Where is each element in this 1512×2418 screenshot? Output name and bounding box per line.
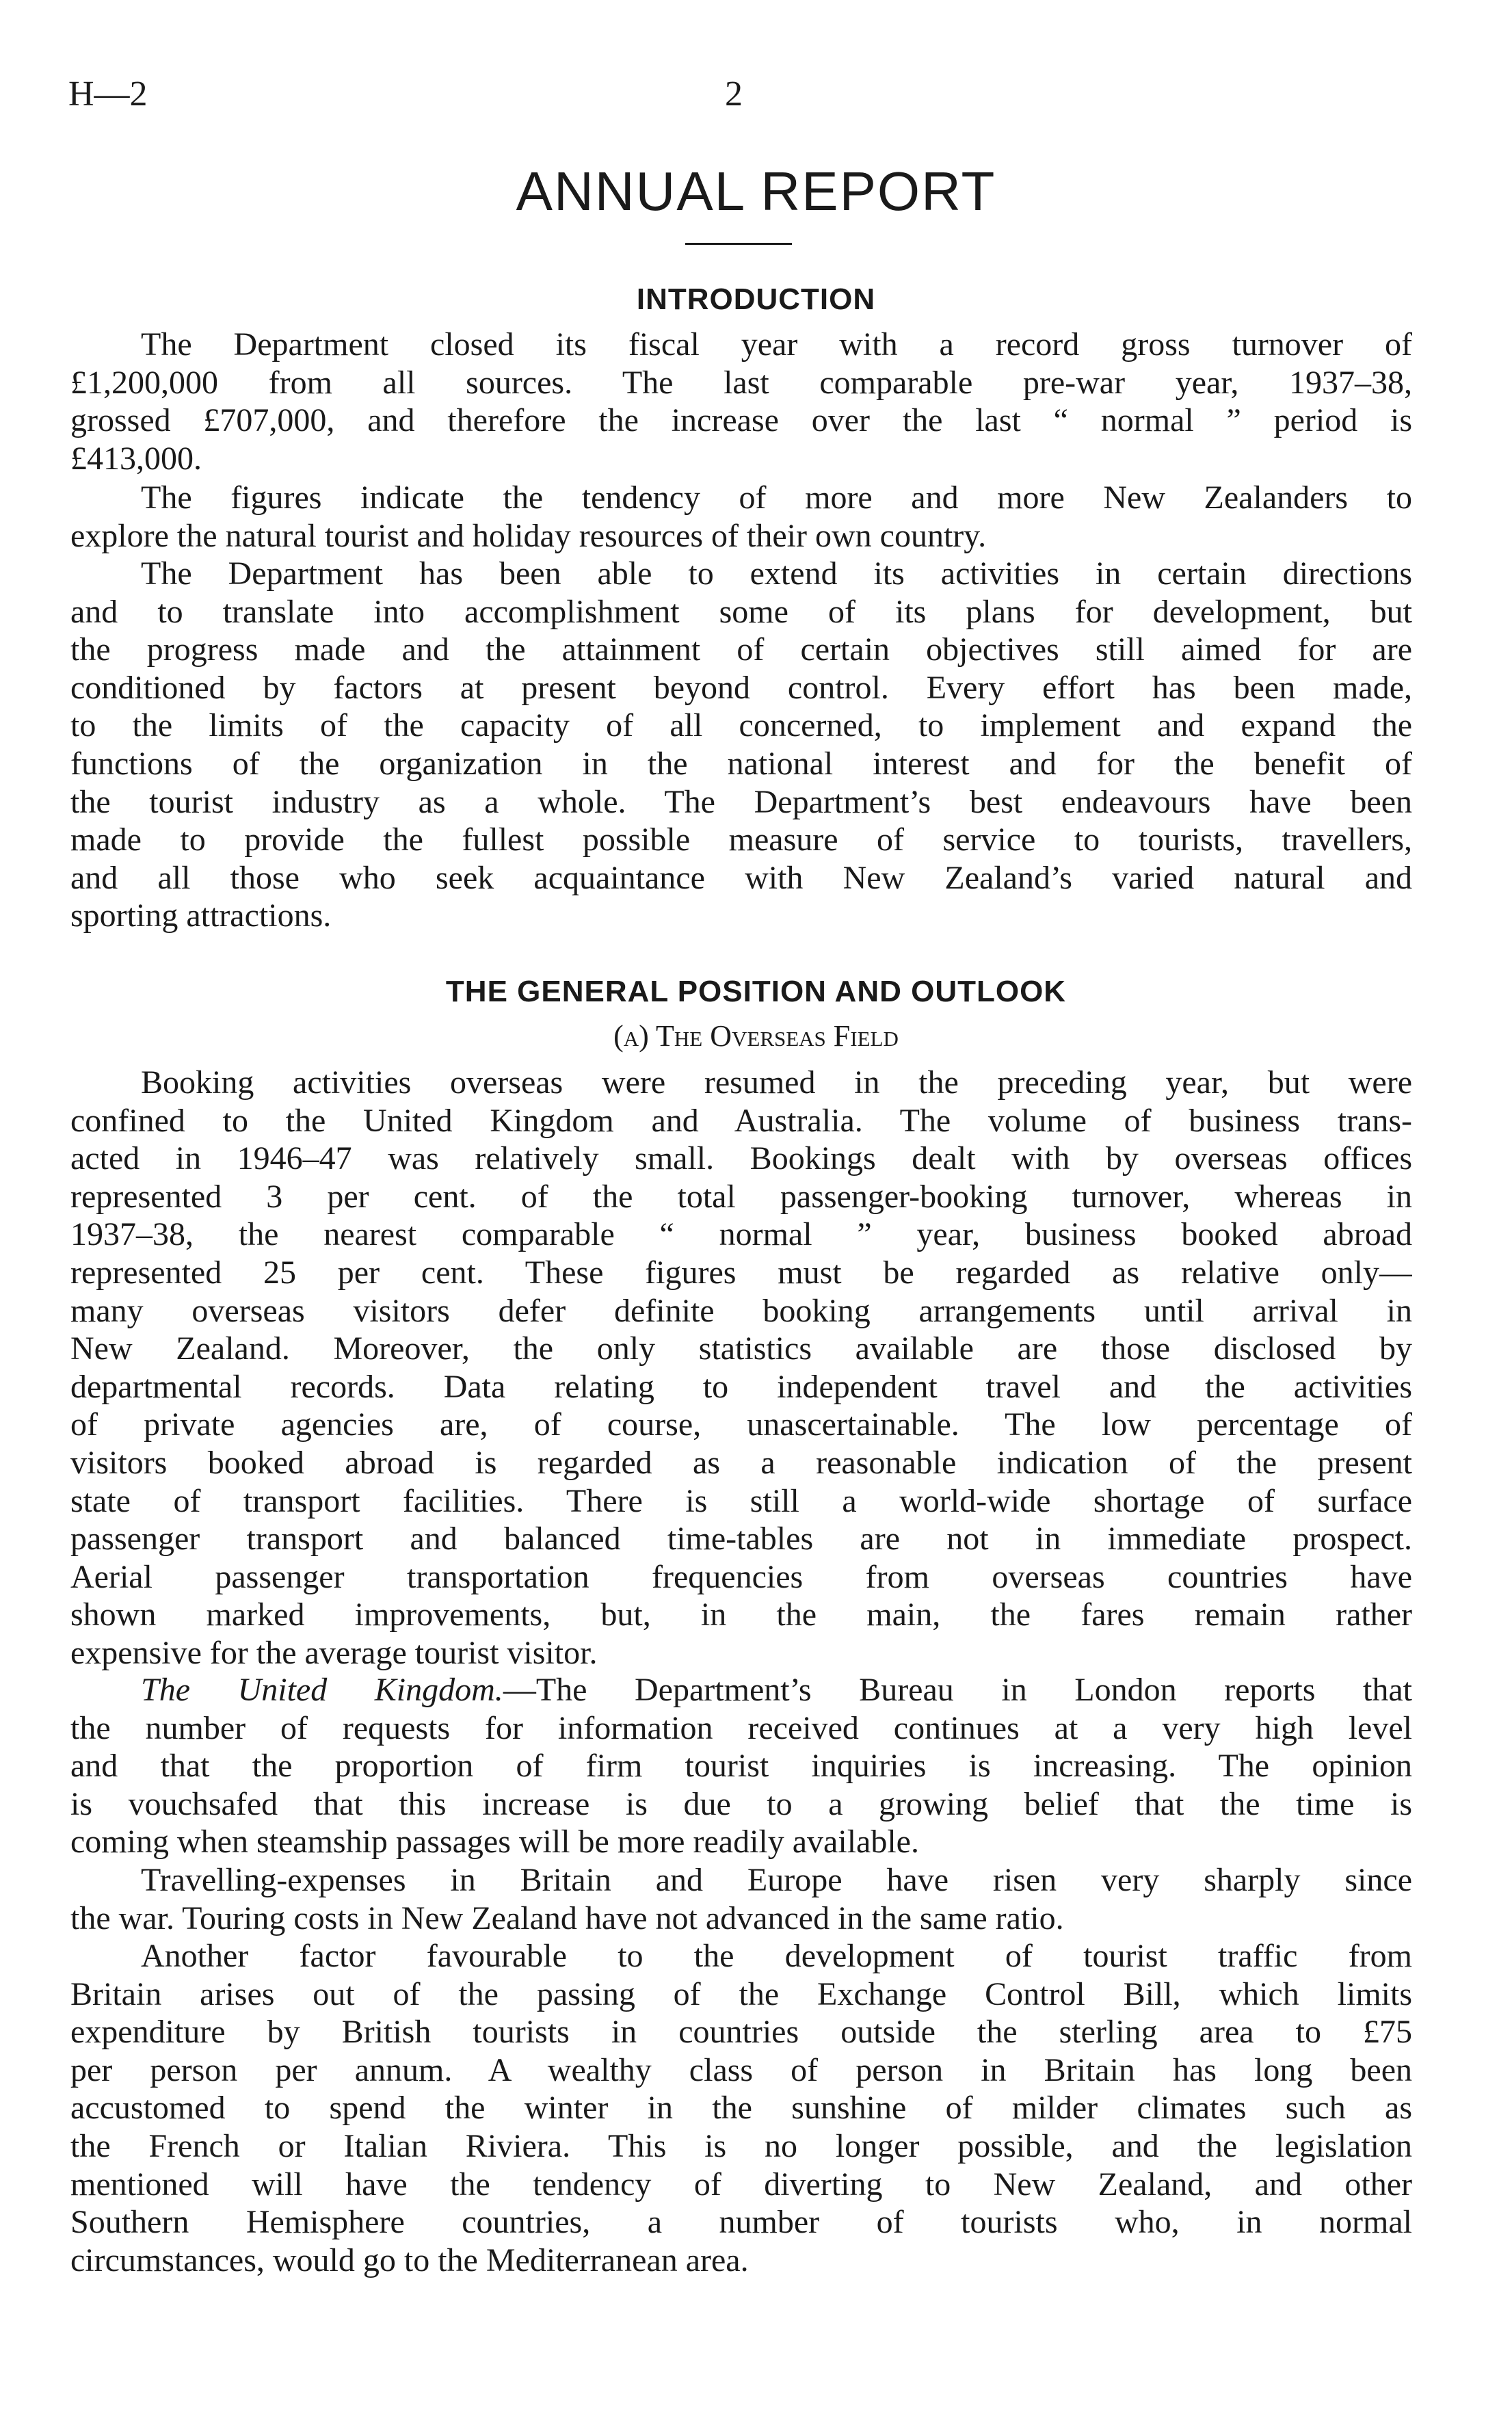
text-line: 1937–38, the nearest comparable “ normal ” year, business booked abroad (70, 1216, 1412, 1253)
text-line: passenger transport and balanced time-tables are not in immediate prospect. (70, 1521, 1412, 1558)
document-reference: H—2 (68, 75, 148, 114)
united-kingdom-paragraph (70, 1671, 1412, 1861)
text-line: represented 3 per cent. of the total passenger-booking turnover, whereas in (70, 1178, 1412, 1215)
overseas-field-subheading: (a) The Overseas Field (613, 1019, 899, 1053)
text-line: The Department has been able to extend its activities in certain directions (141, 555, 1412, 592)
text-line: the tourist industry as a whole. The Department’s best endeavours have been (70, 783, 1412, 820)
text-line: functions of the organization in the national interest and for the benefit of (70, 745, 1412, 782)
title-divider (685, 243, 792, 245)
text-line: to the limits of the capacity of all concerned, to implement and expand the (70, 707, 1412, 744)
text-line: circumstances, would go to the Mediterranean area. (70, 2242, 749, 2278)
text-line: visitors booked abroad is regarded as a reasonable indication of the present (70, 1444, 1412, 1481)
text-line: the war. Touring costs in New Zealand have not advanced in the same ratio. (70, 1900, 1064, 1936)
text-line: expensive for the average tourist visitor. (70, 1634, 598, 1671)
text-line: Aerial passenger transportation frequencies from overseas countries have (70, 1558, 1412, 1595)
text-line: and to translate into accomplishment some of its plans for development, but (70, 593, 1412, 630)
text-line: conditioned by factors at present beyond control. Every effort has been made, (70, 669, 1412, 706)
text-line: Booking activities overseas were resumed in the preceding year, but were (141, 1064, 1412, 1101)
general-position-heading: THE GENERAL POSITION AND OUTLOOK (445, 975, 1067, 1008)
text-line: shown marked improvements, but, in the main, the fares remain rather (70, 1596, 1412, 1633)
text-line: the number of requests for information received continues at a very high level (70, 1709, 1412, 1746)
text-line: explore the natural tourist and holiday resources of their own country. (70, 517, 987, 554)
overseas-paragraph-1 (70, 1064, 1412, 1672)
text-line: The figures indicate the tendency of more and more New Zealanders to (141, 479, 1412, 516)
travelling-expenses-paragraph (70, 1861, 1412, 1937)
text-line: The Department closed its fiscal year with a record gross turnover of (141, 326, 1412, 363)
text-line: expenditure by British tourists in countries outside the sterling area to £75 (70, 2014, 1412, 2051)
text-line: the progress made and the attainment of certain objectives still aimed for are (70, 631, 1412, 668)
text-line: state of transport facilities. There is still a world-wide shortage of surface (70, 1482, 1412, 1519)
text-line: Another factor favourable to the development of tourist traffic from (141, 1938, 1412, 1974)
text-line: mentioned will have the tendency of diverting to New Zealand, and other (70, 2166, 1412, 2203)
text-span: —The Department’s Bureau in London reports that (503, 1672, 1412, 1708)
text-line (70, 1671, 1412, 1709)
text-line: confined to the United Kingdom and Australia. The volume of business trans- (70, 1102, 1412, 1139)
text-line: departmental records. Data relating to independent travel and the activities (70, 1368, 1412, 1405)
text-line: and that the proportion of firm tourist inquiries is increasing. The opinion (70, 1748, 1412, 1785)
text-line: acted in 1946–47 was relatively small. Bookings dealt with by overseas offices (70, 1140, 1412, 1177)
text-line: and all those who seek acquaintance with New Zealand’s varied natural and (70, 859, 1412, 896)
report-title: ANNUAL REPORT (516, 161, 996, 222)
text-line: New Zealand. Moreover, the only statistics available are those disclosed by (70, 1330, 1412, 1367)
text-line: Travelling-expenses in Britain and Europe have risen very sharply since (141, 1862, 1412, 1898)
text-line: £1,200,000 from all sources. The last comparable pre-war year, 1937–38, (70, 364, 1412, 401)
united-kingdom-lead: The United Kingdom. (141, 1672, 503, 1708)
text-line: £413,000. (70, 440, 202, 477)
text-line: grossed £707,000, and therefore the increase over the last “ normal ” period is (70, 402, 1412, 439)
intro-paragraph-3 (70, 555, 1412, 935)
text-line: Britain arises out of the passing of the Exchange Control Bill, which limits (70, 1975, 1412, 2012)
text-line: sporting attractions. (70, 897, 332, 934)
text-line: the French or Italian Riviera. This is no longer possible, and the legislation (70, 2127, 1412, 2164)
exchange-control-paragraph (70, 1937, 1412, 2279)
text-line: Southern Hemisphere countries, a number of tourists who, in normal (70, 2204, 1412, 2241)
text-line: made to provide the fullest possible measure of service to tourists, travellers, (70, 822, 1412, 858)
page-number: 2 (725, 75, 743, 114)
text-line: many overseas visitors defer definite booking arrangements until arrival in (70, 1292, 1412, 1329)
intro-paragraph-2 (70, 479, 1412, 555)
text-line: coming when steamship passages will be more readily available. (70, 1824, 919, 1861)
text-line: of private agencies are, of course, unascertainable. The low percentage of (70, 1406, 1412, 1443)
text-line: represented 25 per cent. These figures must be regarded as relative only— (70, 1254, 1412, 1291)
text-line: accustomed to spend the winter in the sunshine of milder climates such as (70, 2090, 1412, 2127)
introduction-heading: INTRODUCTION (636, 282, 876, 316)
intro-paragraph-1 (70, 326, 1412, 477)
text-line: is vouchsafed that this increase is due to a growing belief that the time is (70, 1785, 1412, 1822)
text-line: per person per annum. A wealthy class of person in Britain has long been (70, 2051, 1412, 2088)
